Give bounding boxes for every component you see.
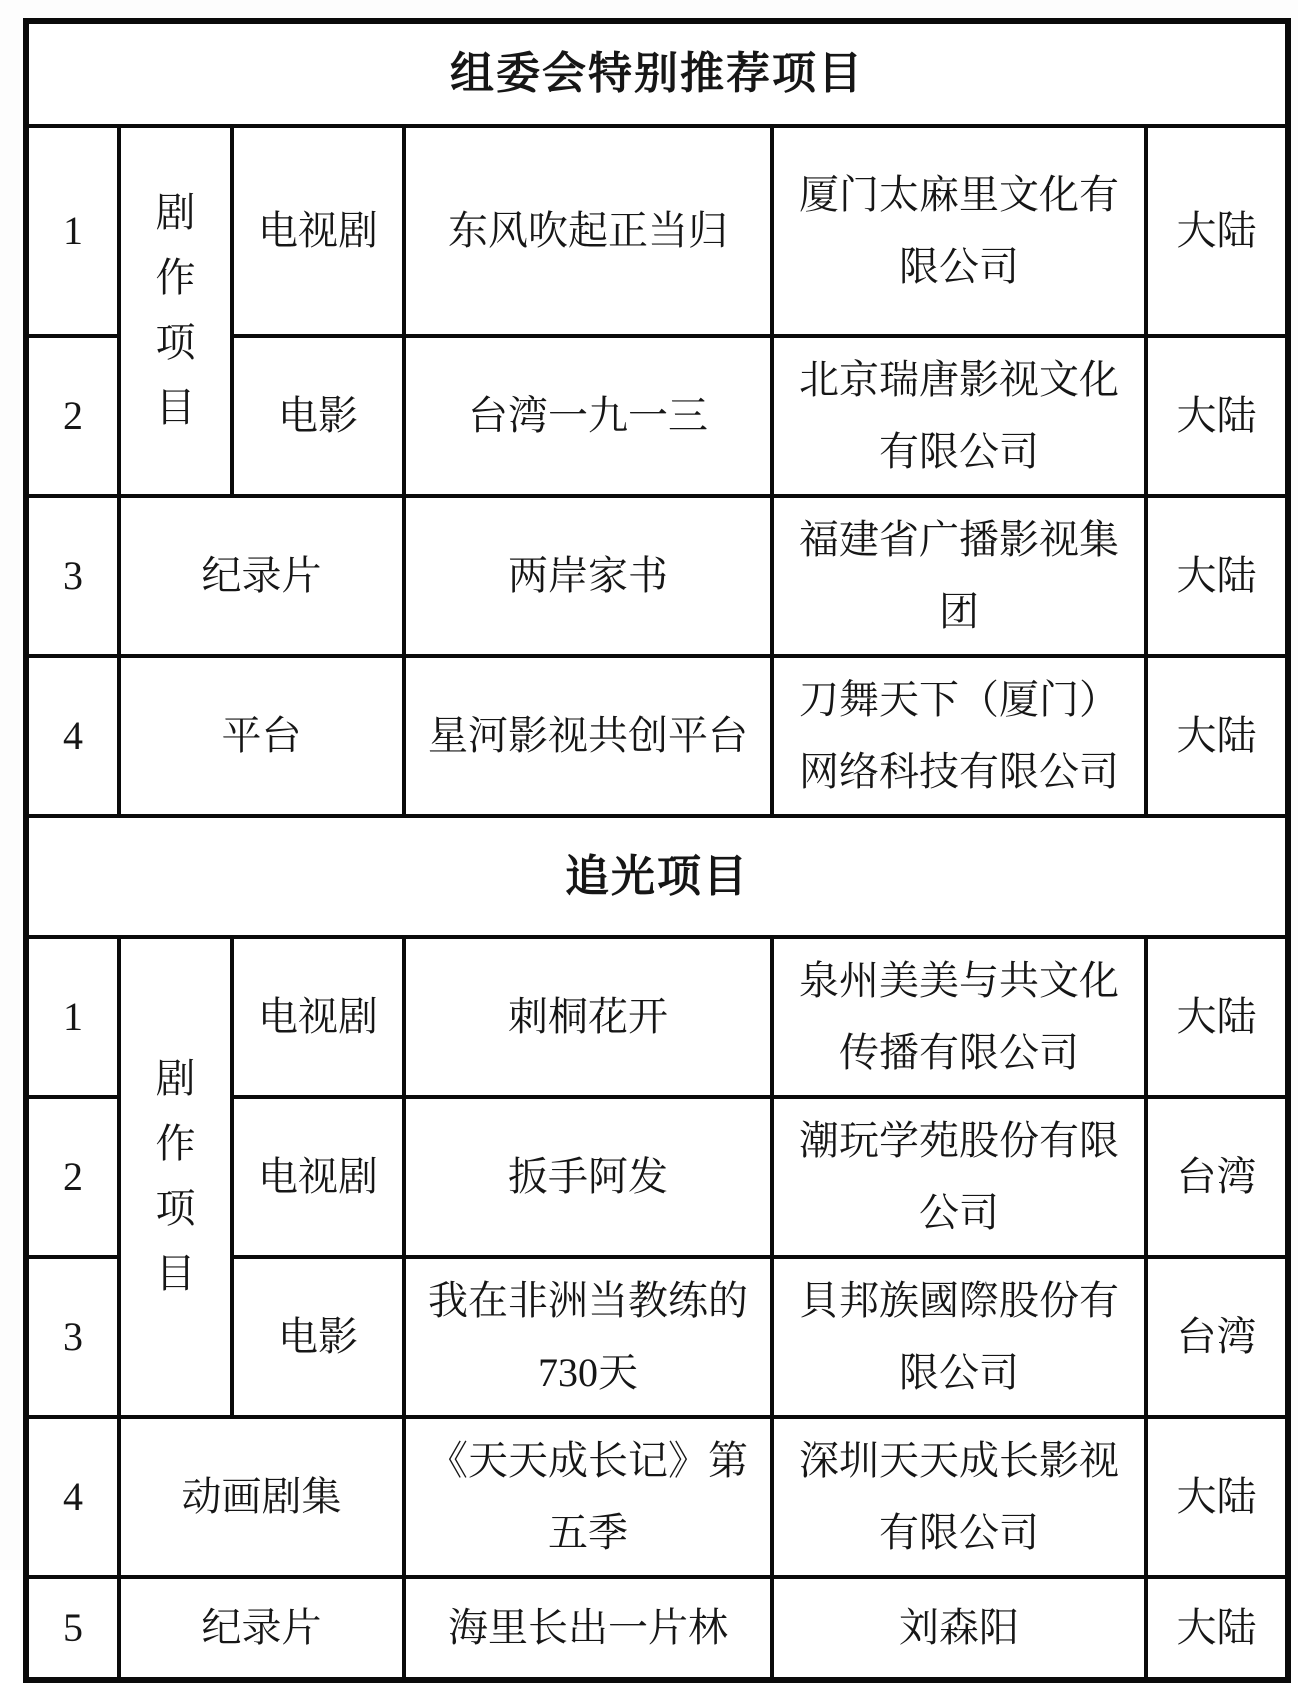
section-title: 追光项目 (26, 816, 1288, 937)
group-label: 剧作项目 (155, 1056, 196, 1296)
company-name: 泉州美美与共文化传播有限公司 (772, 937, 1146, 1097)
company-name: 刘森阳 (772, 1577, 1146, 1680)
company-name: 北京瑞唐影视文化有限公司 (772, 336, 1146, 496)
project-title: 星河影视共创平台 (404, 656, 772, 816)
project-type: 电影 (232, 1257, 404, 1417)
row-number: 4 (26, 1417, 119, 1577)
project-type: 电视剧 (232, 1097, 404, 1257)
row-number: 3 (26, 496, 119, 656)
company-name: 深圳天天成长影视有限公司 (772, 1417, 1146, 1577)
region: 大陆 (1146, 126, 1288, 336)
row-number: 3 (26, 1257, 119, 1417)
project-type: 纪录片 (119, 1577, 404, 1680)
region: 台湾 (1146, 1097, 1288, 1257)
project-title: 《天天成长记》第五季 (404, 1417, 772, 1577)
project-title: 东风吹起正当归 (404, 126, 772, 336)
project-title: 扳手阿发 (404, 1097, 772, 1257)
region: 大陆 (1146, 336, 1288, 496)
group-cell (119, 937, 232, 1417)
project-title: 刺桐花开 (404, 937, 772, 1097)
company-name: 刀舞天下（厦门）网络科技有限公司 (772, 656, 1146, 816)
group-cell (119, 126, 232, 496)
region: 大陆 (1146, 1417, 1288, 1577)
projects-table (23, 18, 1291, 1683)
region: 大陆 (1146, 656, 1288, 816)
section-title: 组委会特别推荐项目 (26, 21, 1288, 126)
project-title: 两岸家书 (404, 496, 772, 656)
region: 台湾 (1146, 1257, 1288, 1417)
project-type: 动画剧集 (119, 1417, 404, 1577)
project-type: 平台 (119, 656, 404, 816)
row-number: 2 (26, 1097, 119, 1257)
project-type: 电视剧 (232, 937, 404, 1097)
project-type: 电影 (232, 336, 404, 496)
row-number: 1 (26, 126, 119, 336)
row-number: 2 (26, 336, 119, 496)
project-title: 我在非洲当教练的730天 (404, 1257, 772, 1417)
group-label: 剧作项目 (155, 190, 196, 430)
project-title: 台湾一九一三 (404, 336, 772, 496)
company-name: 潮玩学苑股份有限公司 (772, 1097, 1146, 1257)
company-name: 福建省广播影视集团 (772, 496, 1146, 656)
row-number: 1 (26, 937, 119, 1097)
project-type: 纪录片 (119, 496, 404, 656)
company-name: 貝邦族國際股份有限公司 (772, 1257, 1146, 1417)
row-number: 5 (26, 1577, 119, 1680)
project-title: 海里长出一片林 (404, 1577, 772, 1680)
project-type: 电视剧 (232, 126, 404, 336)
region: 大陆 (1146, 1577, 1288, 1680)
region: 大陆 (1146, 496, 1288, 656)
company-name: 厦门太麻里文化有限公司 (772, 126, 1146, 336)
region: 大陆 (1146, 937, 1288, 1097)
row-number: 4 (26, 656, 119, 816)
